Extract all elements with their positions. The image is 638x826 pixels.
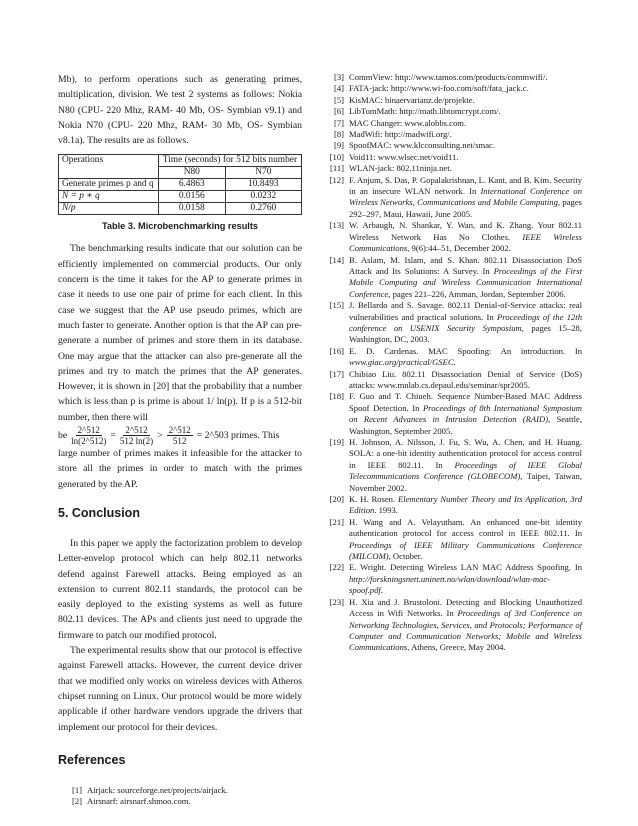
reference-text: H. Wang and A. Velayutham. An enhanced one-bit identity authentication protocol for access control in IEEE 802.11. In <box>349 516 582 539</box>
reference-text: W. Arbaugh, N. Shankar, Y. Wan, and K. Zhang. Your 802.11 Wireless Network Has No Clothes. <box>349 220 582 242</box>
reference-number: [21] <box>329 516 344 527</box>
reference-number: [2] <box>71 796 82 807</box>
math-be: be <box>58 429 68 441</box>
reference-item <box>58 785 302 796</box>
reference-venue: Proceedings of IEEE Global Telecommunications Conference (GLOBECOM) <box>349 459 583 482</box>
reference-item <box>320 163 582 174</box>
table-cell-n80: 0.0156 <box>158 191 225 203</box>
reference-details: . 1993. <box>374 505 398 516</box>
reference-text: J. Bellardo and S. Savage. 802.11 Denial-of-Service attacks: real vulnerabilities and practical solutions. In <box>349 300 582 322</box>
reference-text: FATA-jack: http://www.wi-foo.com/soft/fata_jack.c. <box>349 83 529 94</box>
reference-number: [16] <box>329 345 344 356</box>
reference-item <box>320 140 582 151</box>
reference-details: , pages 292–297, Maui, Hawaii, June 2005. <box>349 197 582 219</box>
reference-item <box>320 517 582 563</box>
reference-details: , 9(6):44–51, December 2002. <box>407 243 511 254</box>
reference-item <box>320 562 582 596</box>
prime-count-equation <box>58 425 302 446</box>
table-cell-op: N/p <box>59 203 159 215</box>
reference-venue: Proceedings of 3rd Conference on Networking Technologies, Services, and Protocols; Performance of Computer and Communication Networks; Mobile and Wireless Communications <box>349 608 583 653</box>
reference-item <box>320 152 582 163</box>
reference-number: [22] <box>329 562 344 573</box>
reference-venue: Proceedings of the First Mobile Computing and Wireless Communication International Conference <box>349 265 582 299</box>
reference-number: [12] <box>329 174 344 185</box>
reference-number: [6] <box>333 106 344 117</box>
table-caption: Table 3. Microbenchmarking results <box>101 221 259 232</box>
table-row <box>59 203 302 215</box>
reference-item <box>320 597 582 654</box>
reference-venue: Elementary Number Theory and Its Application, 3rd Edition <box>349 494 582 516</box>
reference-number: [18] <box>329 391 344 402</box>
reference-text: F. Guo and T. Chiueh. Sequence Number-Based MAC Address Spoof Detection. In <box>349 391 582 413</box>
reference-number: [5] <box>333 94 344 105</box>
references-heading: References <box>58 752 126 767</box>
reference-item <box>320 391 582 437</box>
fraction-2-denominator: 512 ln(2) <box>119 436 154 447</box>
benchmark-paragraph: The benchmarking results indicate that our solution can be efficiently implemented on commercial products. Our only concern is the time it takes for the AP to generate primes in case it needs to use one pair of prime for each client. In this case we suggest that the AP use pseudo primes, which are much faster to generate. Another option is that the AP can pre-generate a number of primes and store them in its database. One may argue that the attacker can also pre-generate all the primes and try to match the primes that the AP generates. However, it is shown in [20] that the probability that a number which is less than p is prime is about 1/ ln(p). If p is a 512-bit number, then there will <box>58 243 302 423</box>
table-cell-n70: 0.0232 <box>225 191 301 203</box>
reference-details: . <box>453 357 456 368</box>
reference-details: , Seattle, Washington, September 2005. <box>349 414 582 436</box>
reference-details: . <box>380 585 383 596</box>
fraction-1-numerator: 2^512 <box>77 425 100 436</box>
reference-text: H. Xia and J. Brustoloni. Detecting and Blocking Unauthorized Access in Wifi Networks. In <box>349 596 582 619</box>
reference-text: KisMAC: binaervarianz.de/projekte. <box>349 94 475 105</box>
reference-number: [3] <box>333 72 344 82</box>
table-row <box>59 179 302 191</box>
table-cell-op: Generate primes p and q <box>59 179 159 191</box>
math-equals: = <box>110 429 116 441</box>
reference-text: Void11: www.wlsec.net/void11. <box>349 151 459 162</box>
reference-number: [8] <box>333 129 344 140</box>
reference-number: [15] <box>329 300 344 311</box>
reference-item <box>320 369 582 392</box>
reference-venue: Proceedings of 8th International Symposium on Recent Advances in Intrusion Detection (RAID) <box>349 402 582 425</box>
reference-number: [20] <box>329 494 344 505</box>
reference-text: Chibiao Liu. 802.11 Disassociation Denial of Service (DoS) attacks: www.mnlab.cs.depaul.edu/seminar/spr2005. <box>349 368 582 390</box>
left-column <box>58 72 302 808</box>
reference-item <box>320 220 582 254</box>
reference-item <box>320 129 582 140</box>
reference-text: F. Anjum, S. Das, P. Gopalakrishnan, L. Kant, and B. Kim. Security in an insecure WLAN network. In <box>349 174 582 197</box>
reference-text: Airsnarf: airsnarf.shmoo.com. <box>87 796 191 807</box>
reference-number: [10] <box>329 151 344 162</box>
benchmark-table <box>58 154 302 215</box>
fraction-2 <box>120 425 153 446</box>
reference-venue: International Conference on Wireless Networks, Communications and Mobile Computing <box>349 186 582 208</box>
reference-text: SpoofMAC: www.klcconsulting.net/smac. <box>349 140 496 151</box>
reference-text: MadWifi: http://madwifi.org/. <box>349 129 452 140</box>
conclusion-paragraph-2: The experimental results show that our protocol is effective against Farewell attacks. However, the current device driver that we modified only works on wireless devices with Atheros chipset running on Linux. Our protocol would be more widely applicable if other hardware vendors upgrade the drivers that implement our protocol for their devices. <box>58 645 302 733</box>
fraction-2-numerator: 2^512 <box>125 425 148 436</box>
table-cell-n70: 10.8493 <box>225 179 301 191</box>
table-header-operations: Operations <box>59 155 159 179</box>
reference-text: E. D. Cardenas. MAC Spoofing: An introduction. In <box>349 345 582 356</box>
reference-item <box>320 175 582 221</box>
reference-item <box>320 83 582 94</box>
reference-item <box>58 796 302 807</box>
reference-venue: http://forskningsnett.uninett.no/wlan/download/wlan-mac-spoof.pdf <box>349 573 550 596</box>
table-cell-n80: 0.0158 <box>158 203 225 215</box>
reference-details: , Athens, Greece, May 2004. <box>407 642 506 653</box>
math-result: = 2^503 primes. This <box>196 429 280 441</box>
conclusion-paragraph-1: In this paper we apply the factorization problem to develop Letter-envelop protocol which can help 802.11 networks defend against Farewell attacks. Being employed as an extension to current 802.11 standards, the protocol can be easily deployed to the existing systems as well as future 802.11 devices. The APs and clients just need to upgrade the firmware to patch our modified protocol. <box>58 537 302 641</box>
reference-text: B. Aslam, M. Islam, and S. Khan. 802.11 Disassociation DoS Attack and Its Solutions: A Survey. In <box>349 254 582 276</box>
reference-venue: IEEE Wireless Communications <box>349 231 583 254</box>
fraction-3-numerator: 2^512 <box>168 425 191 436</box>
reference-text: K. H. Rosen. <box>349 494 398 505</box>
right-column <box>320 72 582 654</box>
reference-text: WLAN-jack: 802.11ninja.net. <box>349 163 452 174</box>
reference-text: LibTomMath: http://math.libtomcrypt.com/. <box>349 106 501 117</box>
fraction-1 <box>71 425 106 446</box>
fraction-3 <box>167 425 193 446</box>
reference-venue: Proceedings of the 12th conference on USENIX Security Symposium <box>349 311 582 333</box>
reference-item <box>320 300 582 346</box>
reference-number: [17] <box>329 368 344 379</box>
table-cell-n80: 6.4863 <box>158 179 225 191</box>
table-subheader-n70: N70 <box>225 167 301 179</box>
fraction-3-denominator: 512 <box>172 436 187 447</box>
table-row <box>59 191 302 203</box>
reference-item <box>320 106 582 117</box>
fraction-1-denominator: ln(2^512) <box>71 436 107 447</box>
reference-venue: www.giac.org/practical/GSEC <box>349 357 454 368</box>
reference-item <box>320 95 582 106</box>
reference-text: E. Wright. Detecting Wireless LAN MAC Address Spoofing. In <box>349 562 582 573</box>
table-cell-op: N = p ∗ q <box>59 191 159 203</box>
intro-paragraph: Mb), to perform operations such as generating primes, multiplication, division. We test 2 systems as follows: Nokia N80 (CPU- 220 Mhz, RAM- 40 Mb, OS- Symbian v9.1) and Nokia N70 (CPU- 220 Mhz, RAM- 30 Mb, OS- Symbian v8.1a). The results are as follows. <box>58 74 302 147</box>
reference-details: , Taipei, Taiwan, November 2002. <box>349 471 583 493</box>
reference-number: [11] <box>330 163 344 174</box>
reference-item <box>320 118 582 129</box>
reference-item <box>320 437 582 494</box>
reference-item <box>320 72 582 83</box>
reference-text: CommView: http://www.tamos.com/products/commwifi/. <box>349 72 548 82</box>
reference-number: [14] <box>329 254 344 265</box>
reference-number: [23] <box>329 596 344 607</box>
reference-text: H. Johnson, A. Nilsson, J. Fu, S. Wu, A. Chen, and H. Huang. SOLA: a one-bit identity authentication protocol for access control in IEEE 802.11. In <box>349 437 582 470</box>
reference-number: [9] <box>333 140 344 151</box>
reference-number: [13] <box>329 220 344 231</box>
reference-venue: Proceedings of IEEE Military Communications Conference (MILCOM) <box>349 539 582 562</box>
reference-details: , pages 221–226, Amman, Jordan, September 2006. <box>388 288 566 299</box>
reference-item <box>320 346 582 369</box>
reference-number: [19] <box>329 437 344 447</box>
table-subheader-n80: N80 <box>158 167 225 179</box>
reference-item <box>320 255 582 301</box>
table-header-time: Time (seconds) for 512 bits number <box>158 155 301 167</box>
reference-item <box>320 494 582 517</box>
reference-details: , October. <box>388 551 423 562</box>
reference-number: [4] <box>333 83 344 94</box>
reference-text: Airjack: sourceforge.net/projects/airjack. <box>87 784 228 795</box>
math-greater-than: > <box>157 429 163 441</box>
reference-number: [1] <box>71 784 82 795</box>
conclusion-heading: 5. Conclusion <box>58 505 140 520</box>
benchmark-paragraph-end: large number of primes makes it infeasible for the attacker to store all the primes in order to match with the primes generated by the AP. <box>58 448 302 490</box>
reference-details: , pages 15–28, Washington, DC, 2003. <box>349 322 582 345</box>
table-cell-n70: 0.2760 <box>225 203 301 215</box>
reference-number: [7] <box>333 117 344 128</box>
reference-text: MAC Changer: www.alobbs.com. <box>349 117 467 128</box>
